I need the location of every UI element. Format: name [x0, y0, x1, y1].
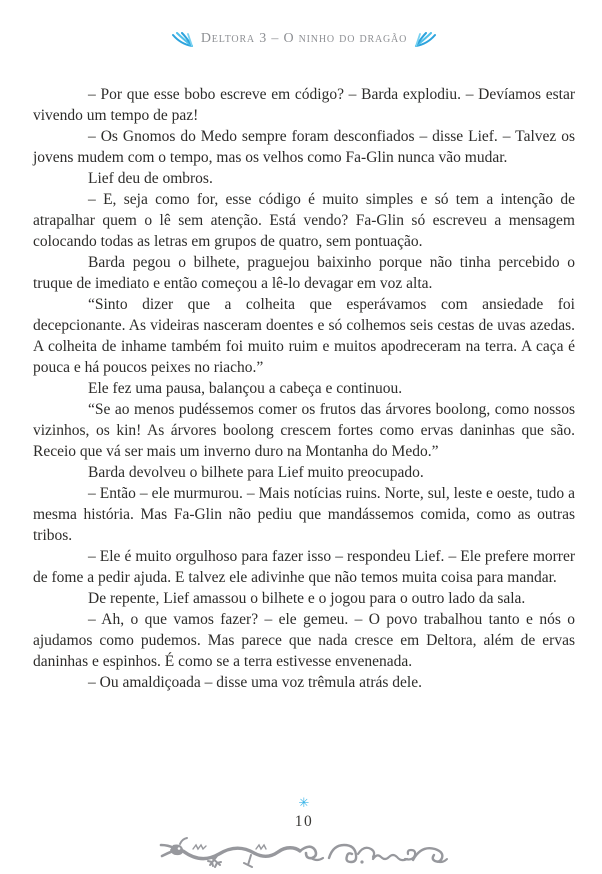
paragraph: De repente, Lief amassou o bilhete e o jogou para o outro lado da sala. [88, 590, 526, 607]
paragraph: – Por que esse bobo escreve em código? – Barda explodiu. – Devíamos estar vivendo um tempo de paz! [33, 86, 575, 124]
paragraph: Ele fez uma pausa, balançou a cabeça e continuou. [88, 380, 403, 397]
book-title: Deltora 3 – O ninho do dragão [200, 31, 408, 46]
paragraph: – Ou amaldiçoada – disse uma voz trêmula atrás dele. [88, 674, 422, 691]
dragon-flourish-icon [33, 836, 575, 868]
paragraph: – Ele é muito orgulhoso para fazer isso – respondeu Lief. – Ele prefere morrer de fome a pedir ajuda. E talvez ele adivinhe que não temos muita coisa para mandar. [33, 548, 575, 586]
paragraph: Lief deu de ombros. [88, 170, 213, 187]
paragraph: Barda pegou o bilhete, praguejou baixinho porque não tinha percebido o truque de imediato e então começou a lê-lo devagar em voz alta. [33, 254, 575, 292]
dragon-wing-left-icon [172, 32, 194, 47]
paragraph: “Sinto dizer que a colheita que esperávamos com ansiedade foi decepcionante. As videiras nasceram doentes e só colhemos seis cestas de uvas azedas. A colheita de inhame também foi muito ruim e muitos apodreceram na terra. A caça é pouca e há poucos peixes no riacho.” [33, 296, 575, 376]
asterisk-separator-icon: ✳ [298, 796, 310, 811]
page-footer [33, 797, 575, 868]
paragraph: “Se ao menos pudéssemos comer os frutos das árvores boolong, como nossos vizinhos, os kin! As árvores boolong crescem fortes como ervas daninhas que são. Receio que vá ser mais um inverno duro na Montanha do Medo.” [33, 401, 575, 460]
paragraph: Barda devolveu o bilhete para Lief muito preocupado. [88, 464, 424, 481]
paragraph: – Os Gnomos do Medo sempre foram desconfiados – disse Lief. – Talvez os jovens mudem com o tempo, mas os velhos como Fa-Glin nunca vão mudar. [33, 128, 575, 166]
page-number: 10 [294, 813, 314, 830]
paragraph: – Ah, o que vamos fazer? – ele gemeu. – O povo trabalhou tanto e nós o ajudamos como pudemos. Mas parece que nada cresce em Deltora, além de ervas daninhas e espinhos. É como se a terra estivesse envenenada. [33, 611, 575, 670]
page-text [33, 84, 575, 693]
paragraph: – Então – ele murmurou. – Mais notícias ruins. Norte, sul, leste e oeste, tudo a mesma história. Mas Fa-Glin não pediu que mandássemos comida, como as outras tribos. [33, 485, 575, 544]
running-header [33, 30, 575, 48]
paragraph: – E, seja como for, esse código é muito simples e só tem a intenção de atrapalhar quem o lê sem atenção. Está vendo? Fa-Glin só escreveu a mensagem colocando todas as letras em grupos de quatro, sem pontuação. [33, 191, 575, 250]
dragon-wing-right-icon [414, 32, 436, 47]
